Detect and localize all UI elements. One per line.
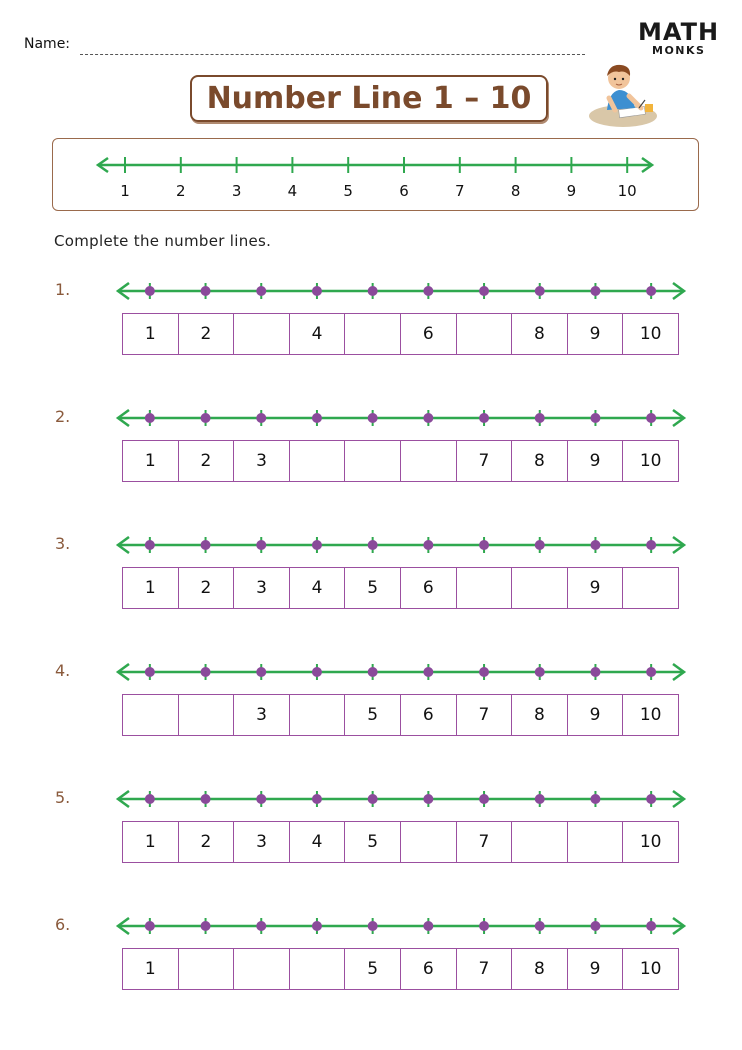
given-number-cell: 4 (290, 313, 346, 355)
point-dot (590, 286, 600, 296)
point-dot (646, 540, 656, 550)
point-dot (646, 921, 656, 931)
given-number-cell: 7 (457, 821, 513, 863)
given-number-cell: 2 (179, 821, 235, 863)
given-number-cell: 3 (234, 567, 290, 609)
point-dot (145, 286, 155, 296)
given-number-cell: 8 (512, 694, 568, 736)
point-dot (535, 921, 545, 931)
point-dot (256, 921, 266, 931)
point-dot (312, 540, 322, 550)
point-dot (479, 667, 489, 677)
ref-tick-label: 3 (231, 182, 242, 200)
point-dot (423, 794, 433, 804)
answer-row (122, 694, 679, 736)
point-dot (256, 413, 266, 423)
point-dot (368, 794, 378, 804)
given-number-cell: 3 (234, 821, 290, 863)
point-dot (145, 667, 155, 677)
point-dot (312, 286, 322, 296)
point-dot (423, 921, 433, 931)
problem-number: 6. (55, 915, 71, 934)
point-dot (368, 667, 378, 677)
answer-blank-cell[interactable] (345, 440, 401, 482)
ref-tick-label: 2 (176, 182, 186, 200)
point-dot (256, 794, 266, 804)
answer-blank-cell[interactable] (179, 694, 235, 736)
point-dot (201, 794, 211, 804)
point-dot (535, 413, 545, 423)
answer-blank-cell[interactable] (122, 694, 179, 736)
point-dot (590, 794, 600, 804)
point-dot (312, 794, 322, 804)
given-number-cell: 2 (179, 313, 235, 355)
exercise-number-line (112, 658, 692, 686)
point-dot (423, 286, 433, 296)
answer-blank-cell[interactable] (179, 948, 235, 990)
logo-monks-text: MONKS (652, 44, 706, 57)
given-number-cell: 5 (345, 567, 401, 609)
problem-number: 5. (55, 788, 71, 807)
point-dot (145, 794, 155, 804)
point-dot (535, 540, 545, 550)
problem-number: 4. (55, 661, 71, 680)
answer-blank-cell[interactable] (568, 821, 624, 863)
given-number-cell: 10 (623, 694, 679, 736)
given-number-cell: 9 (568, 948, 624, 990)
given-number-cell: 9 (568, 440, 624, 482)
ref-tick-label: 10 (617, 182, 637, 200)
given-number-cell: 8 (512, 313, 568, 355)
point-dot (479, 286, 489, 296)
ref-tick-label: 9 (566, 182, 577, 200)
point-dot (590, 540, 600, 550)
reference-number-line (52, 138, 699, 211)
point-dot (535, 794, 545, 804)
problem-number: 1. (55, 280, 71, 299)
given-number-cell: 1 (122, 821, 179, 863)
given-number-cell: 7 (457, 948, 513, 990)
given-number-cell: 5 (345, 694, 401, 736)
ref-tick-label: 6 (399, 182, 409, 200)
point-dot (479, 921, 489, 931)
point-dot (201, 286, 211, 296)
answer-row (122, 948, 679, 990)
point-dot (201, 667, 211, 677)
answer-blank-cell[interactable] (234, 313, 290, 355)
exercise-number-line (112, 404, 692, 432)
given-number-cell: 8 (512, 440, 568, 482)
given-number-cell: 4 (290, 567, 346, 609)
given-number-cell: 5 (345, 821, 401, 863)
point-dot (145, 540, 155, 550)
ref-tick-label: 5 (343, 182, 353, 200)
point-dot (423, 413, 433, 423)
point-dot (423, 540, 433, 550)
answer-blank-cell[interactable] (345, 313, 401, 355)
answer-blank-cell[interactable] (512, 567, 568, 609)
given-number-cell: 10 (623, 948, 679, 990)
given-number-cell: 6 (401, 567, 457, 609)
given-number-cell: 6 (401, 313, 457, 355)
title-banner (190, 75, 548, 122)
point-dot (646, 286, 656, 296)
answer-row (122, 440, 679, 482)
point-dot (368, 413, 378, 423)
point-dot (479, 413, 489, 423)
point-dot (479, 794, 489, 804)
answer-blank-cell[interactable] (234, 948, 290, 990)
answer-row (122, 567, 679, 609)
point-dot (535, 286, 545, 296)
point-dot (646, 667, 656, 677)
ref-tick-label: 1 (120, 182, 130, 200)
given-number-cell: 3 (234, 694, 290, 736)
point-dot (646, 413, 656, 423)
given-number-cell: 8 (512, 948, 568, 990)
answer-blank-cell[interactable] (401, 821, 457, 863)
given-number-cell: 3 (234, 440, 290, 482)
problem-number: 2. (55, 407, 71, 426)
exercise-number-line (112, 785, 692, 813)
point-dot (368, 921, 378, 931)
point-dot (646, 794, 656, 804)
answer-blank-cell[interactable] (457, 313, 513, 355)
exercise-number-line (112, 277, 692, 305)
given-number-cell: 1 (122, 313, 179, 355)
point-dot (256, 540, 266, 550)
given-number-cell: 10 (623, 821, 679, 863)
given-number-cell: 9 (568, 694, 624, 736)
given-number-cell: 6 (401, 948, 457, 990)
answer-blank-cell[interactable] (401, 440, 457, 482)
page-title: Number Line 1 – 10 (206, 81, 532, 116)
given-number-cell: 5 (345, 948, 401, 990)
answer-blank-cell[interactable] (290, 440, 346, 482)
exercise-number-line (112, 531, 692, 559)
point-dot (145, 921, 155, 931)
given-number-cell: 9 (568, 567, 624, 609)
given-number-cell: 7 (457, 694, 513, 736)
point-dot (535, 667, 545, 677)
point-dot (201, 413, 211, 423)
problem-number: 3. (55, 534, 71, 553)
given-number-cell: 2 (179, 440, 235, 482)
given-number-cell: 1 (122, 567, 179, 609)
answer-blank-cell[interactable] (290, 948, 346, 990)
point-dot (201, 540, 211, 550)
given-number-cell: 6 (401, 694, 457, 736)
point-dot (312, 413, 322, 423)
point-dot (368, 540, 378, 550)
given-number-cell: 1 (122, 948, 179, 990)
ref-tick-label: 8 (510, 182, 521, 200)
given-number-cell: 9 (568, 313, 624, 355)
ref-tick-label: 4 (287, 182, 298, 200)
name-label: Name: (24, 36, 71, 52)
ref-tick-label: 7 (455, 182, 465, 200)
exercise-number-line (112, 912, 692, 940)
given-number-cell: 10 (623, 440, 679, 482)
math-monks-logo (638, 18, 720, 60)
point-dot (479, 540, 489, 550)
logo-math-text: MATH (638, 18, 720, 46)
given-number-cell: 1 (122, 440, 179, 482)
given-number-cell: 7 (457, 440, 513, 482)
answer-blank-cell[interactable] (457, 567, 513, 609)
point-dot (590, 921, 600, 931)
name-blank-line[interactable] (80, 54, 585, 55)
point-dot (256, 286, 266, 296)
given-number-cell: 10 (623, 313, 679, 355)
answer-row (122, 821, 679, 863)
student-writing-illustration (585, 56, 657, 128)
point-dot (312, 921, 322, 931)
point-dot (256, 667, 266, 677)
answer-blank-cell[interactable] (290, 694, 346, 736)
answer-blank-cell[interactable] (512, 821, 568, 863)
point-dot (368, 286, 378, 296)
instructions-text: Complete the number lines. (54, 232, 272, 250)
answer-row (122, 313, 679, 355)
point-dot (201, 921, 211, 931)
point-dot (590, 667, 600, 677)
given-number-cell: 2 (179, 567, 235, 609)
answer-blank-cell[interactable] (623, 567, 679, 609)
given-number-cell: 4 (290, 821, 346, 863)
point-dot (423, 667, 433, 677)
point-dot (312, 667, 322, 677)
point-dot (145, 413, 155, 423)
point-dot (590, 413, 600, 423)
